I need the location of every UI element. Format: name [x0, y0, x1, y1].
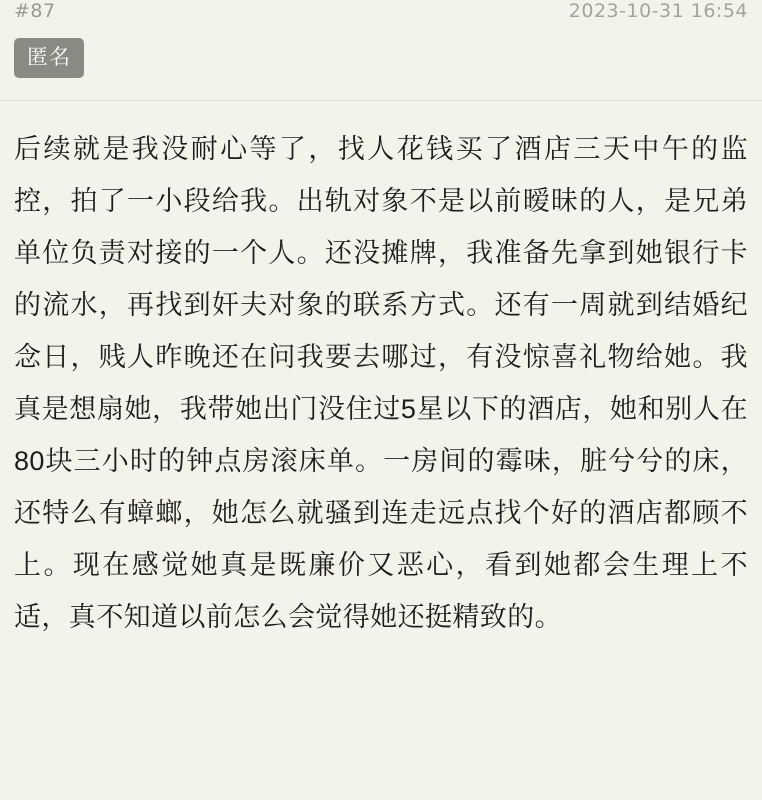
- post-number: #87: [14, 0, 56, 22]
- author-badge[interactable]: 匿名: [14, 38, 84, 78]
- post-timestamp: 2023-10-31 16:54: [568, 0, 748, 22]
- post-body: 后续就是我没耐心等了，找人花钱买了酒店三天中午的监控，拍了一小段给我。出轨对象不是以前暧昧的人，是兄弟单位负责对接的一个人。还没摊牌，我准备先拿到她银行卡的流水，再找到奸夫对象的联系方式。还有一周就到结婚纪念日，贱人昨晚还在问我要去哪过，有没惊喜礼物给她。我真是想扇她，我带她出门没住过5星以下的酒店，她和别人在80块三小时的钟点房滚床单。一房间的霉味，脏兮兮的床，还特么有蟑螂，她怎么就骚到连走远点找个好的酒店都顾不上。现在感觉她真是既廉价又恶心，看到她都会生理上不适，真不知道以前怎么会觉得她还挺精致的。: [14, 134, 748, 632]
- post-author-row: [0, 30, 762, 78]
- post-meta-row: [0, 0, 762, 30]
